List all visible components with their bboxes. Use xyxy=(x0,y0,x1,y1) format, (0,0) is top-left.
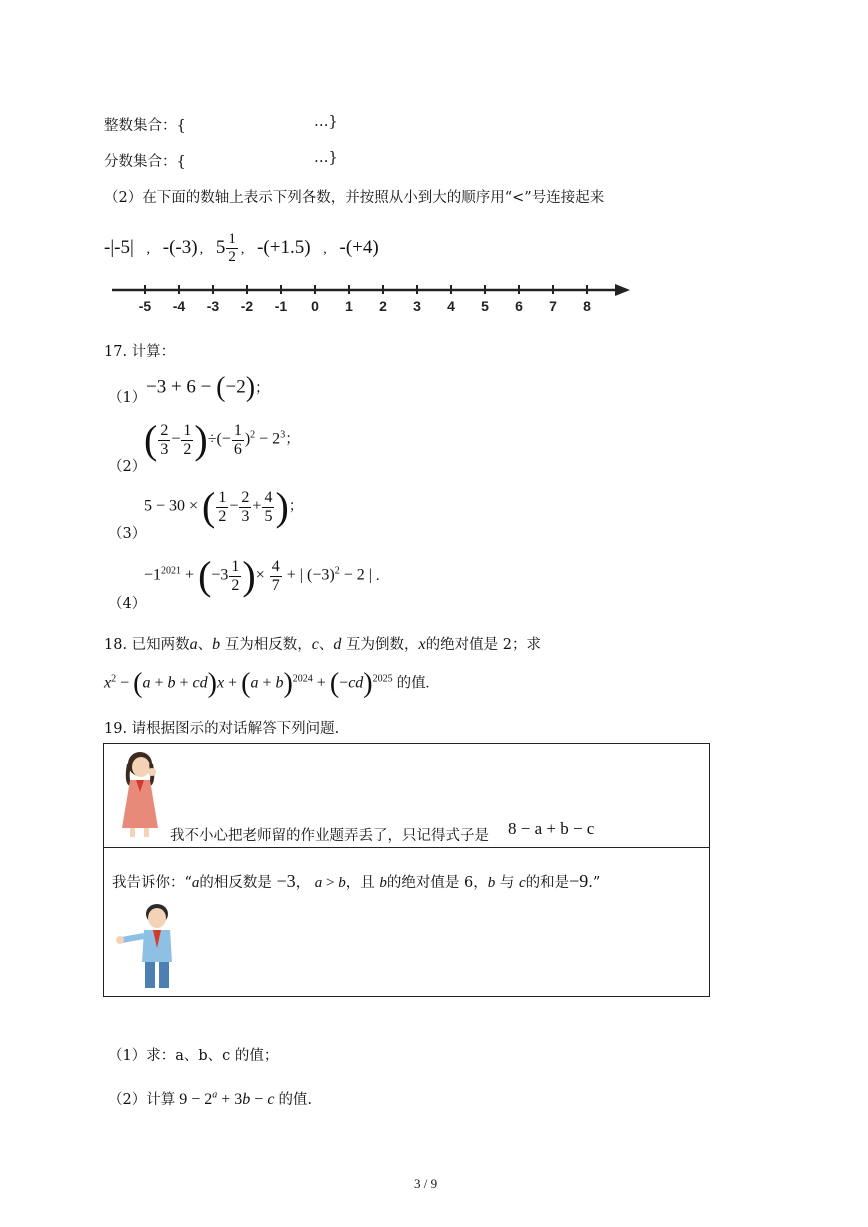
number-neg-abs-5: -|-5| xyxy=(104,236,134,258)
axis-tick-label: 7 xyxy=(549,298,557,314)
axis-tick-label: -5 xyxy=(138,298,152,314)
q18-expr: $x^2 - (a + b + cd)x + (a + b)^{2024} + (-cd)^{2025}$ 的值. xyxy=(104,668,430,699)
axis-tick-label: -2 xyxy=(240,298,254,314)
integer-set-label: 整数集合：{ xyxy=(104,118,186,134)
number-neg-neg-3: -(-3) xyxy=(162,236,198,258)
axis-tick-label: -3 xyxy=(206,298,220,314)
q17-title: 17. 计算： xyxy=(104,344,176,360)
q19-sub2: （2）计算 $9 - 2^a + 3b - c$ 的值. xyxy=(108,1089,313,1108)
q17-2-label: （2） xyxy=(108,459,147,475)
axis-tick-label: 5 xyxy=(481,298,489,314)
q19-title: 19. 请根据图示的对话解答下列问题. xyxy=(104,721,340,737)
dialogue-box xyxy=(103,743,710,997)
axis-tick-label: 4 xyxy=(447,298,455,314)
axis-tick-label: 8 xyxy=(583,298,591,314)
boy-speech: 我告诉你：“a的相反数是 −3， a > b，且 b的绝对值是 6，b 与 c的和是−9.” xyxy=(112,871,601,891)
axis-tick-label: 2 xyxy=(379,298,387,314)
number-neg-pos-1-5: -(+1.5) xyxy=(257,236,311,258)
number-neg-pos-4: -(+4) xyxy=(339,236,379,258)
girl-speech: 我不小心把老师留的作业题弄丢了，只记得式子是 xyxy=(170,828,489,844)
number-line xyxy=(110,280,635,316)
integer-set-end: …} xyxy=(314,114,338,130)
q16-2-prompt: （2）在下面的数轴上表示下列各数，并按照从小到大的顺序用“<”号连接起来 xyxy=(104,190,605,206)
q17-1-expr: −3 + 6 − (−2)； xyxy=(146,372,270,403)
boy-illustration xyxy=(114,900,178,990)
fraction-set-end: …} xyxy=(314,150,338,166)
girl-illustration xyxy=(116,750,168,838)
axis-tick-label: -1 xyxy=(274,298,288,314)
fraction-set-label: 分数集合：{ xyxy=(104,154,186,170)
number-list: -|-5| , -(-3) , 5 $\frac{1}{2}$ , -(+1.5) , -(+4) xyxy=(104,231,379,265)
axis-tick-label: 0 xyxy=(311,298,319,314)
q17-4-expr: $-1^{2021} + (-3$ $\frac{1}{2}$ )× $\frac{4}{7}$ + | $(-3)^2 - 2$ | . xyxy=(144,553,380,598)
q17-3-expr: 5 − 30 × ( $\frac{1}{2}$ − $\frac{2}{3}$ + $\frac{4}{5}$ )； xyxy=(144,484,304,529)
page-number: 3 / 9 xyxy=(414,1176,438,1191)
axis-tick-label: 3 xyxy=(413,298,421,314)
q17-1-label: （1） xyxy=(108,390,147,406)
axis-tick-label: 1 xyxy=(345,298,353,314)
girl-expression: 8 − a + b − c xyxy=(508,819,595,838)
q17-4-label: （4） xyxy=(108,596,147,612)
q18-line1: 18. 已知两数a、b 互为相反数，c、d 互为倒数，x的绝对值是 2；求 xyxy=(104,636,541,653)
q17-2-expr: ( $\frac{2}{3}$ − $\frac{1}{2}$ )÷(− $\frac{1}{6}$ )$^2 - 2^3$； xyxy=(144,417,300,462)
q19-sub1: （1）求：a、b、c 的值； xyxy=(108,1048,279,1064)
q17-3-label: （3） xyxy=(108,526,147,542)
number-5-1-2: 5 $\frac{1}{2}$ xyxy=(215,231,236,265)
axis-tick-label: -4 xyxy=(172,298,186,314)
axis-tick-label: 6 xyxy=(515,298,523,314)
